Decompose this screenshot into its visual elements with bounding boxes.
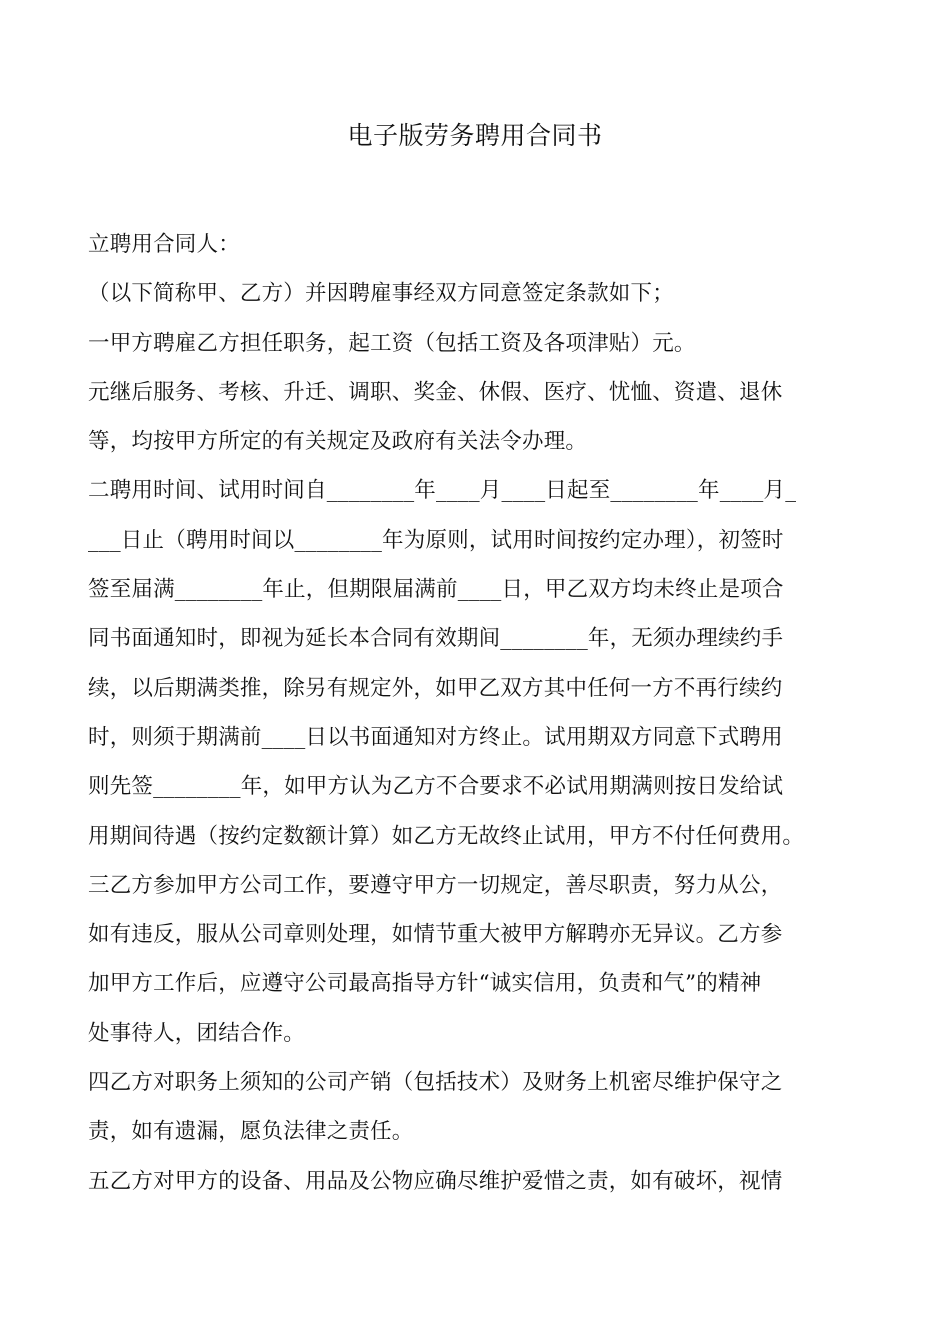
body-line: 如有违反，服从公司章则处理，如情节重大被甲方解聘亦无异议。乙方参 [88,922,783,948]
body-line: 等，均按甲方所定的有关规定及政府有关法令办理。 [88,429,588,455]
body-line: 时，则须于期满前____日以书面通知对方终止。试用期双方同意下式聘用 [88,724,783,750]
body-line: 责，如有遗漏，愿负法律之责任。 [88,1119,414,1145]
body-line: 加甲方工作后，应遵守公司最高指导方针“诚实信用，负责和气”的精神 [88,971,762,997]
body-line: （以下简称甲、乙方）并因聘雇事经双方同意签定条款如下； [88,281,674,307]
body-line: 三乙方参加甲方公司工作，要遵守甲方一切规定，善尽职责，努力从公， [88,872,783,898]
document-body [88,220,864,1206]
body-line: 则先签________年，如甲方认为乙方不合要求不必试用期满则按日发给试 [88,774,784,800]
body-line: 四乙方对职务上须知的公司产销（包括技术）及财务上机密尽维护保守之 [88,1070,783,1096]
body-line: 五乙方对甲方的设备、用品及公物应确尽维护爱惜之责，如有破坏，视情 [88,1168,783,1194]
body-line: 同书面通知时，即视为延长本合同有效期间________年，无须办理续约手 [88,626,784,652]
body-line: 立聘用合同人： [88,232,240,257]
body-line: 签至届满________年止，但期限届满前____日，甲乙双方均未终止是项合 [88,577,784,603]
body-line: 处事待人，团结合作。 [88,1020,306,1046]
body-line: 续，以后期满类推，除另有规定外，如甲乙双方其中任何一方不再行续约 [88,675,783,701]
body-line: 一甲方聘雇乙方担任职务，起工资（包括工资及各项津贴）元。 [88,330,696,356]
document-title: 电子版劳务聘用合同书 [347,121,603,150]
body-line: 元继后服务、考核、升迁、调职、奖金、休假、医疗、忧恤、资遣、退休 [88,379,783,405]
body-line: 用期间待遇（按约定数额计算）如乙方无故终止试用，甲方不付任何费用。 [88,823,805,849]
body-line: ___日止（聘用时间以________年为原则，试用时间按约定办理），初签时 [88,527,784,553]
body-line: 二聘用时间、试用时间自________年____月____日起至________年____月_ [88,478,797,504]
